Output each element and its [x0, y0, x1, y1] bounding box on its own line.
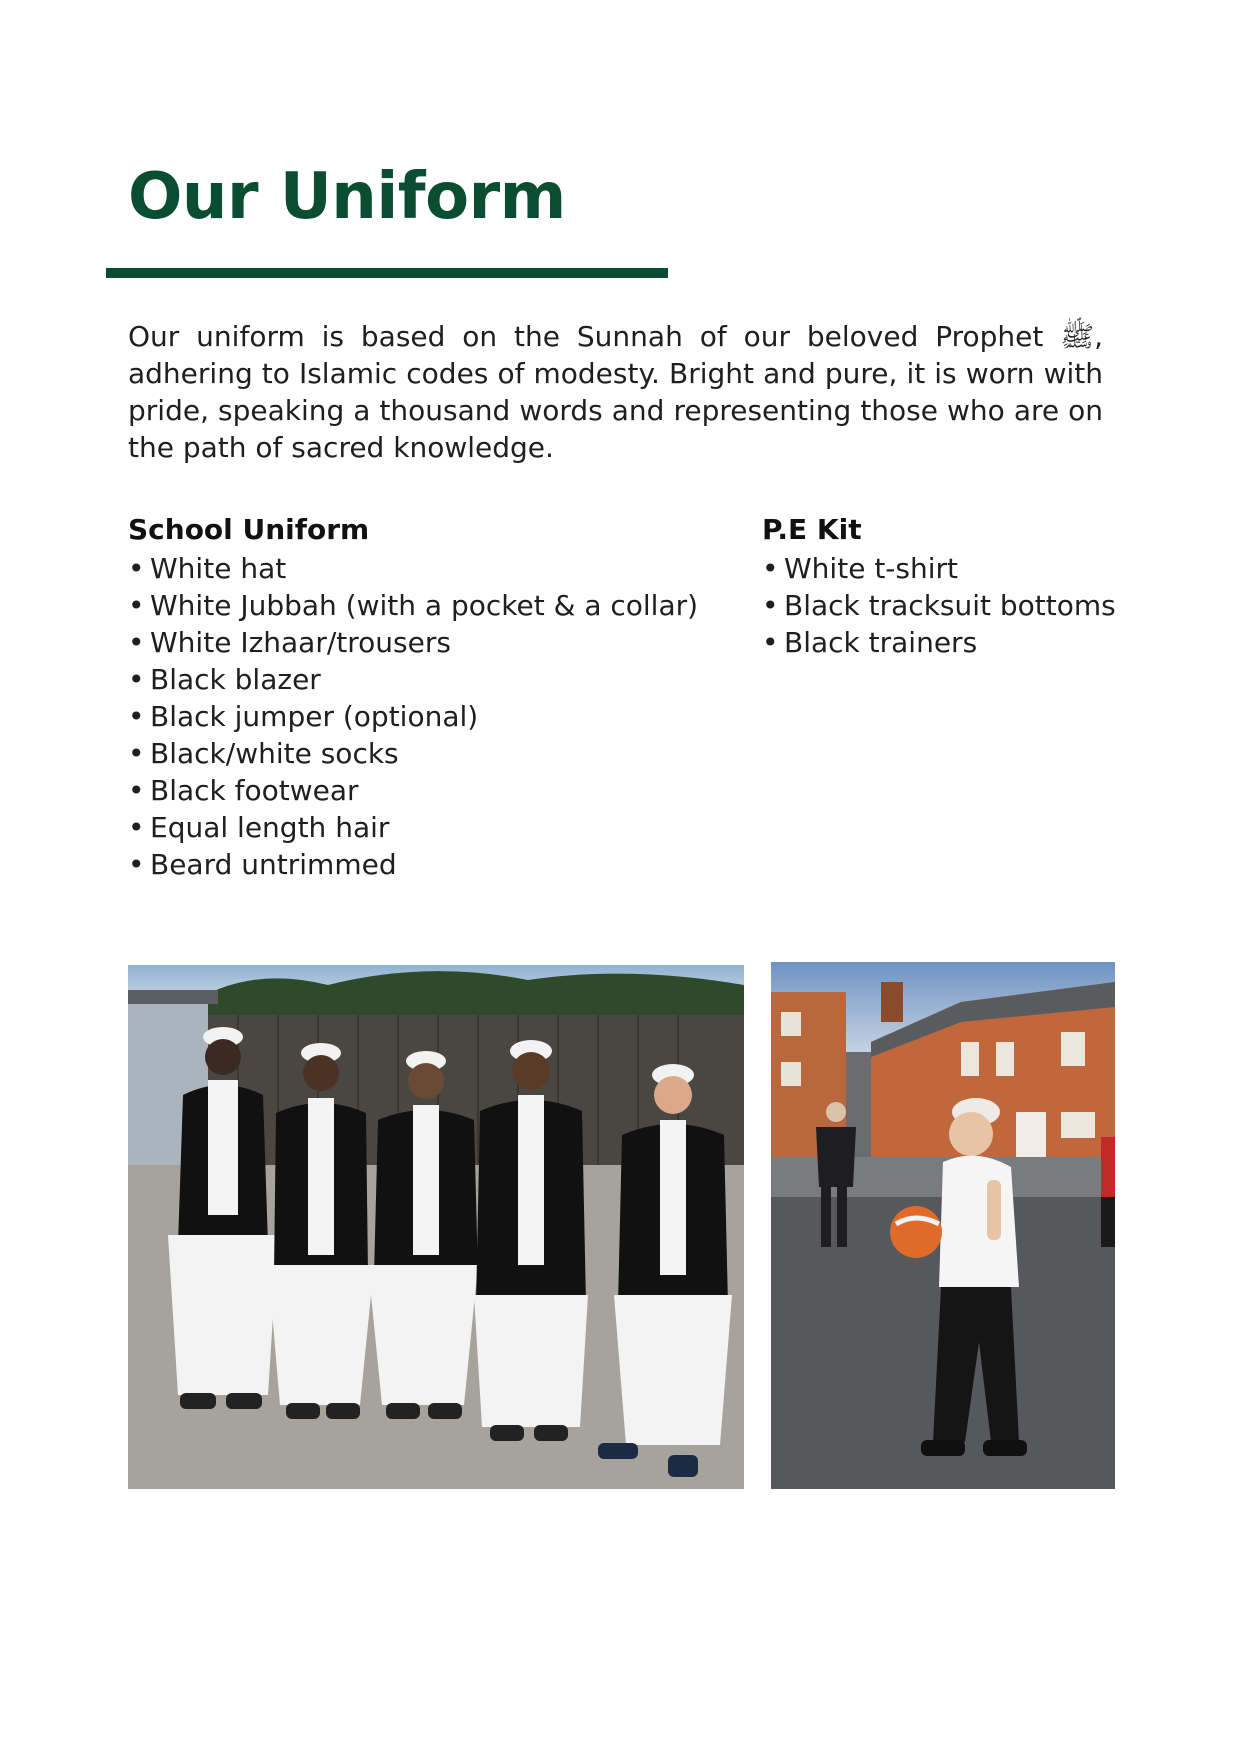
intro-paragraph: Our uniform is based on the Sunnah of our beloved Prophet ﷺ, adhering to Islamic codes of modesty. Bright and pure, it is worn with pride, speaking a thousand words and representing those who are on the path of sacred knowledge. [128, 320, 1103, 464]
list-item: • Equal length hair [128, 811, 390, 844]
bullet-icon: • [128, 848, 145, 881]
bullet-icon: • [128, 552, 145, 585]
school-uniform-list [128, 550, 768, 883]
pe-kit-photo [771, 962, 1115, 1489]
pe-kit-list [762, 550, 1162, 661]
school-uniform-section [128, 512, 768, 883]
pe-kit-heading: P.E Kit [762, 513, 862, 546]
list-item: • White Izhaar/trousers [128, 626, 451, 659]
students-uniform-photo [128, 965, 744, 1489]
bullet-icon: • [128, 626, 145, 659]
bullet-icon: • [128, 737, 145, 770]
bullet-icon: • [762, 552, 779, 585]
school-uniform-heading: School Uniform [128, 513, 370, 546]
list-item: • Black trainers [762, 626, 978, 659]
pe-kit-section [762, 512, 1162, 661]
bullet-icon: • [762, 626, 779, 659]
bullet-icon: • [762, 589, 779, 622]
list-item: • Beard untrimmed [128, 848, 397, 881]
bullet-icon: • [128, 589, 145, 622]
list-item: • Black footwear [128, 774, 359, 807]
title-underline [106, 268, 668, 278]
list-item: • Black jumper (optional) [128, 700, 479, 733]
bullet-icon: • [128, 811, 145, 844]
list-item: • Black tracksuit bottoms [762, 589, 1116, 622]
list-item: • White t-shirt [762, 552, 959, 585]
list-item: • White Jubbah (with a pocket & a collar) [128, 589, 699, 622]
bullet-icon: • [128, 700, 145, 733]
list-item: • White hat [128, 552, 287, 585]
list-item: • Black blazer [128, 663, 321, 696]
list-item: • Black/white socks [128, 737, 399, 770]
bullet-icon: • [128, 663, 145, 696]
page-title: Our Uniform [128, 160, 566, 234]
bullet-icon: • [128, 774, 145, 807]
